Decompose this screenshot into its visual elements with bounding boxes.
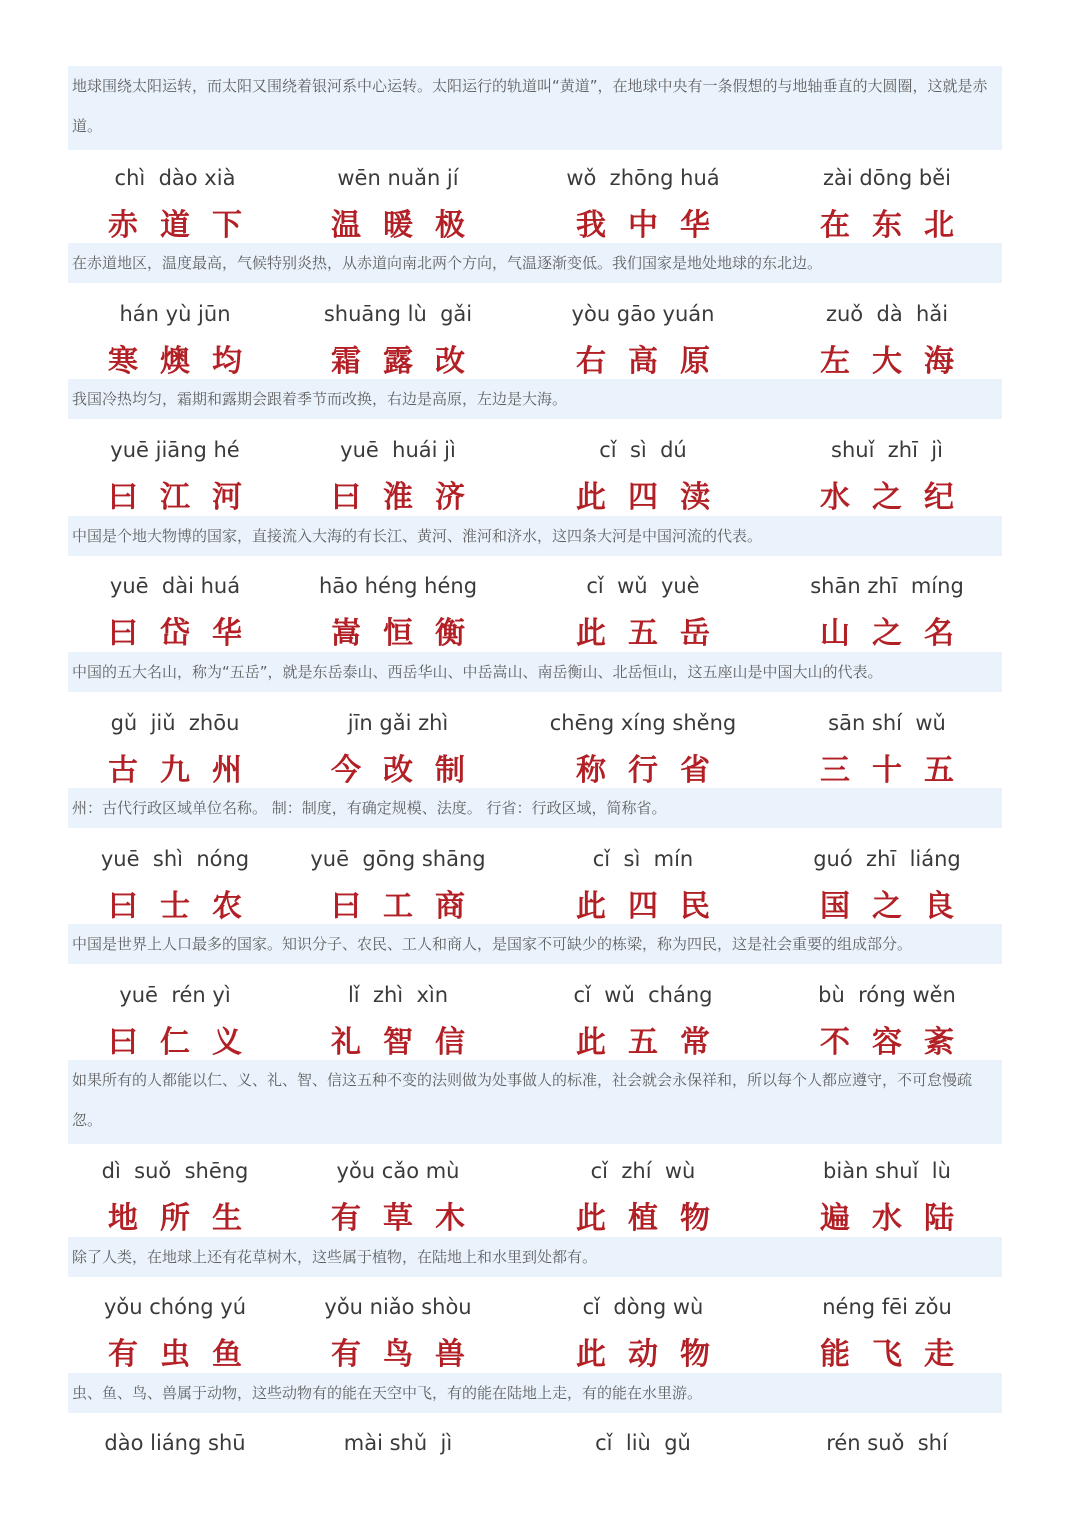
explanation-text: 我国冷热均匀，霜期和露期会跟着季节而改换，右边是高原，左边是大海。 bbox=[68, 379, 1002, 419]
hanzi-text: 赤道下 bbox=[108, 208, 264, 243]
hanzi-text: 此植物 bbox=[576, 1201, 732, 1236]
pinyin-text: shuǐ zhī jì bbox=[831, 438, 943, 462]
pinyin-text: cǐ dòng wù bbox=[582, 1295, 704, 1319]
verse-phrase bbox=[278, 1155, 518, 1241]
verse-phrase bbox=[55, 1427, 295, 1459]
hanzi-text: 曰工商 bbox=[331, 889, 487, 924]
verse-phrase bbox=[767, 1291, 1007, 1377]
pinyin-text: zuǒ dà hǎi bbox=[825, 302, 949, 326]
hanzi-text: 曰士农 bbox=[108, 889, 264, 924]
pinyin-text: gǔ jiǔ zhōu bbox=[110, 711, 240, 735]
hanzi-text: 曰仁义 bbox=[108, 1025, 264, 1060]
hanzi-text: 我中华 bbox=[576, 208, 732, 243]
hanzi-text: 此四民 bbox=[576, 889, 732, 924]
hanzi-text: 不容紊 bbox=[820, 1025, 976, 1060]
hanzi-text: 曰淮济 bbox=[331, 480, 487, 515]
verse-phrase bbox=[278, 1427, 518, 1459]
pinyin-text: yuē rén yì bbox=[119, 983, 231, 1007]
pinyin-text: shān zhī míng bbox=[810, 574, 964, 598]
pinyin-text: zài dōng běi bbox=[823, 166, 951, 190]
verse-phrase bbox=[55, 434, 295, 520]
pinyin-text: chì dào xià bbox=[114, 166, 236, 190]
pinyin-text: dì suǒ shēng bbox=[101, 1159, 249, 1183]
pinyin-text: yǒu chóng yú bbox=[103, 1295, 247, 1319]
hanzi-text: 此五常 bbox=[576, 1025, 732, 1060]
hanzi-text: 温暖极 bbox=[331, 208, 487, 243]
hanzi-text: 寒燠均 bbox=[108, 344, 264, 379]
pinyin-text: mài shǔ jì bbox=[343, 1431, 453, 1455]
pinyin-text: rén suǒ shí bbox=[826, 1431, 948, 1455]
hanzi-text: 称行省 bbox=[576, 753, 732, 788]
explanation-text: 中国是世界上人口最多的国家。知识分子、农民、工人和商人，是国家不可缺少的栋梁，称为四民，这是社会重要的组成部分。 bbox=[68, 924, 1002, 964]
verse-phrase bbox=[55, 570, 295, 656]
explanation-text: 中国的五大名山，称为“五岳”，就是东岳泰山、西岳华山、中岳嵩山、南岳衡山、北岳恒山，这五座山是中国大山的代表。 bbox=[68, 652, 1002, 692]
explanation-text: 中国是个地大物博的国家，直接流入大海的有长江、黄河、淮河和济水，这四条大河是中国河流的代表。 bbox=[68, 516, 1002, 556]
hanzi-text: 此动物 bbox=[576, 1337, 732, 1372]
hanzi-text: 右高原 bbox=[576, 344, 732, 379]
pinyin-text: dào liáng shū bbox=[104, 1431, 246, 1455]
verse-phrase bbox=[767, 707, 1007, 793]
pinyin-text: guó zhī liáng bbox=[813, 847, 961, 871]
hanzi-text: 地所生 bbox=[108, 1201, 264, 1236]
verse-phrase bbox=[55, 298, 295, 384]
hanzi-text: 在东北 bbox=[820, 208, 976, 243]
verse-phrase bbox=[278, 979, 518, 1065]
hanzi-text: 三十五 bbox=[820, 753, 976, 788]
hanzi-text: 能飞走 bbox=[820, 1337, 976, 1372]
hanzi-text: 山之名 bbox=[820, 616, 976, 651]
pinyin-text: biàn shuǐ lù bbox=[823, 1159, 951, 1183]
hanzi-text: 左大海 bbox=[820, 344, 976, 379]
verse-phrase bbox=[278, 298, 518, 384]
pinyin-text: bù róng wěn bbox=[818, 983, 956, 1007]
verse-phrase bbox=[278, 843, 518, 929]
hanzi-text: 古九州 bbox=[108, 753, 264, 788]
verse-phrase bbox=[767, 162, 1007, 248]
verse-phrase bbox=[523, 162, 763, 248]
verse-phrase bbox=[278, 1291, 518, 1377]
pinyin-text: sān shí wǔ bbox=[828, 711, 946, 735]
hanzi-text: 有虫鱼 bbox=[108, 1337, 264, 1372]
hanzi-text: 此四渎 bbox=[576, 480, 732, 515]
verse-phrase bbox=[55, 162, 295, 248]
explanation-text: 除了人类，在地球上还有花草树木，这些属于植物，在陆地上和水里到处都有。 bbox=[68, 1237, 1002, 1277]
verse-phrase bbox=[55, 1155, 295, 1241]
pinyin-text: hāo héng héng bbox=[318, 574, 478, 598]
explanation-text: 如果所有的人都能以仁、义、礼、智、信这五种不变的法则做为处事做人的标准，社会就会永保祥和，所以每个人都应遵守，不可怠慢疏忽。 bbox=[68, 1060, 1002, 1144]
verse-phrase bbox=[278, 707, 518, 793]
verse-phrase bbox=[767, 979, 1007, 1065]
verse-phrase bbox=[767, 298, 1007, 384]
pinyin-text: yuē gōng shāng bbox=[310, 847, 486, 871]
verse-phrase bbox=[767, 1155, 1007, 1241]
verse-phrase bbox=[55, 1291, 295, 1377]
pinyin-text: néng fēi zǒu bbox=[822, 1295, 952, 1319]
pinyin-text: chēng xíng shěng bbox=[549, 711, 737, 735]
verse-phrase bbox=[278, 570, 518, 656]
hanzi-text: 曰岱华 bbox=[108, 616, 264, 651]
verse-phrase bbox=[767, 843, 1007, 929]
verse-phrase bbox=[278, 434, 518, 520]
verse-phrase bbox=[523, 298, 763, 384]
verse-phrase bbox=[767, 1427, 1007, 1459]
explanation-text: 地球围绕太阳运转，而太阳又围绕着银河系中心运转。太阳运行的轨道叫“黄道”，在地球中央有一条假想的与地轴垂直的大圆圈，这就是赤道。 bbox=[68, 66, 1002, 150]
pinyin-text: yǒu niǎo shòu bbox=[324, 1295, 472, 1319]
pinyin-text: jīn gǎi zhì bbox=[347, 711, 449, 735]
verse-phrase bbox=[767, 434, 1007, 520]
verse-phrase bbox=[767, 570, 1007, 656]
verse-phrase bbox=[55, 979, 295, 1065]
verse-phrase bbox=[523, 570, 763, 656]
pinyin-text: cǐ zhí wù bbox=[590, 1159, 696, 1183]
pinyin-text: wēn nuǎn jí bbox=[337, 166, 459, 190]
pinyin-text: cǐ wǔ yuè bbox=[586, 574, 700, 598]
pinyin-text: lǐ zhì xìn bbox=[347, 983, 449, 1007]
pinyin-text: yòu gāo yuán bbox=[571, 302, 715, 326]
hanzi-text: 曰江河 bbox=[108, 480, 264, 515]
pinyin-text: yǒu cǎo mù bbox=[336, 1159, 460, 1183]
explanation-text: 州：古代行政区域单位名称。 制：制度，有确定规模、法度。 行省：行政区域，简称省。 bbox=[68, 788, 1002, 828]
pinyin-text: yuē shì nóng bbox=[100, 847, 250, 871]
verse-phrase bbox=[523, 1291, 763, 1377]
hanzi-text: 霜露改 bbox=[331, 344, 487, 379]
pinyin-text: cǐ wǔ cháng bbox=[573, 983, 713, 1007]
verse-phrase bbox=[55, 843, 295, 929]
verse-phrase bbox=[278, 162, 518, 248]
pinyin-text: wǒ zhōng huá bbox=[566, 166, 720, 190]
verse-phrase bbox=[523, 843, 763, 929]
hanzi-text: 今改制 bbox=[331, 753, 487, 788]
pinyin-text: cǐ sì mín bbox=[592, 847, 694, 871]
verse-phrase bbox=[523, 1155, 763, 1241]
hanzi-text: 水之纪 bbox=[820, 480, 976, 515]
verse-phrase bbox=[523, 707, 763, 793]
explanation-text: 虫、鱼、鸟、兽属于动物，这些动物有的能在天空中飞，有的能在陆地上走，有的能在水里游。 bbox=[68, 1373, 1002, 1413]
pinyin-text: cǐ sì dú bbox=[599, 438, 687, 462]
pinyin-text: shuāng lù gǎi bbox=[323, 302, 473, 326]
verse-phrase bbox=[523, 1427, 763, 1459]
pinyin-text: yuē jiāng hé bbox=[110, 438, 240, 462]
explanation-text: 在赤道地区，温度最高，气候特别炎热，从赤道向南北两个方向，气温逐渐变低。我们国家是地处地球的东北边。 bbox=[68, 243, 1002, 283]
hanzi-text: 国之良 bbox=[820, 889, 976, 924]
verse-phrase bbox=[523, 434, 763, 520]
hanzi-text: 此五岳 bbox=[576, 616, 732, 651]
hanzi-text: 遍水陆 bbox=[820, 1201, 976, 1236]
pinyin-text: yuē huái jì bbox=[340, 438, 456, 462]
hanzi-text: 嵩恒衡 bbox=[331, 616, 487, 651]
verse-phrase bbox=[55, 707, 295, 793]
verse-phrase bbox=[523, 979, 763, 1065]
pinyin-text: cǐ liù gǔ bbox=[595, 1431, 691, 1455]
hanzi-text: 有草木 bbox=[331, 1201, 487, 1236]
pinyin-text: yuē dài huá bbox=[109, 574, 241, 598]
hanzi-text: 礼智信 bbox=[331, 1025, 487, 1060]
hanzi-text: 有鸟兽 bbox=[331, 1337, 487, 1372]
pinyin-text: hán yù jūn bbox=[119, 302, 231, 326]
